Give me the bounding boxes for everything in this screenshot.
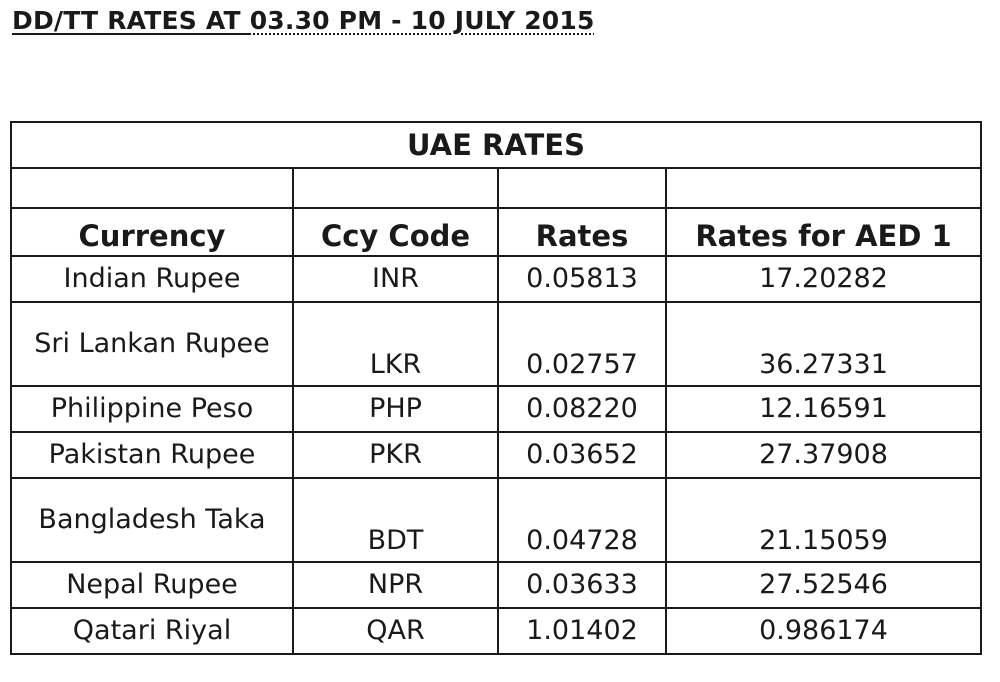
currency-rate: 1.01402: [498, 608, 666, 654]
currency-code: NPR: [293, 562, 498, 608]
currency-code: BDT: [293, 478, 498, 562]
currency-name: Qatari Riyal: [11, 608, 293, 654]
table-row: [11, 432, 981, 478]
currency-rate: 0.03633: [498, 562, 666, 608]
currency-code: LKR: [293, 302, 498, 386]
currency-rate: 0.08220: [498, 386, 666, 432]
currency-name: Indian Rupee: [11, 256, 293, 302]
column-header-currency: Currency: [11, 208, 293, 256]
currency-rate-aed: 0.986174: [666, 608, 981, 654]
table-row: [11, 302, 981, 386]
currency-rate: 0.05813: [498, 256, 666, 302]
currency-rate-aed: 27.37908: [666, 432, 981, 478]
blank-cell: [666, 168, 981, 208]
currency-rate-aed: 12.16591: [666, 386, 981, 432]
table-row: [11, 608, 981, 654]
table-caption: UAE RATES: [11, 122, 981, 168]
currency-code: INR: [293, 256, 498, 302]
currency-code: QAR: [293, 608, 498, 654]
column-header-ccy-code: Ccy Code: [293, 208, 498, 256]
table-row: [11, 478, 981, 562]
currency-code: PHP: [293, 386, 498, 432]
currency-rate-aed: 36.27331: [666, 302, 981, 386]
currency-rate-aed: 21.15059: [666, 478, 981, 562]
currency-rate: 0.04728: [498, 478, 666, 562]
blank-cell: [498, 168, 666, 208]
currency-rate-aed: 17.20282: [666, 256, 981, 302]
currency-code: PKR: [293, 432, 498, 478]
title-date: 03.30 PM - 10 JULY 2015: [249, 6, 595, 35]
currency-rate-aed: 27.52546: [666, 562, 981, 608]
title-prefix: DD/TT RATES AT: [12, 6, 250, 35]
table-row: [11, 256, 981, 302]
blank-cell: [293, 168, 498, 208]
column-header-rates-aed: Rates for AED 1: [666, 208, 981, 256]
currency-rate: 0.03652: [498, 432, 666, 478]
currency-name: Bangladesh Taka: [11, 478, 293, 562]
currency-rate: 0.02757: [498, 302, 666, 386]
uae-rates-table: [10, 121, 982, 655]
page-title: [12, 4, 595, 38]
table-row: [11, 562, 981, 608]
currency-name: Pakistan Rupee: [11, 432, 293, 478]
blank-cell: [11, 168, 293, 208]
currency-name: Nepal Rupee: [11, 562, 293, 608]
currency-name: Philippine Peso: [11, 386, 293, 432]
table-row: [11, 386, 981, 432]
column-header-rates: Rates: [498, 208, 666, 256]
currency-name: Sri Lankan Rupee: [11, 302, 293, 386]
